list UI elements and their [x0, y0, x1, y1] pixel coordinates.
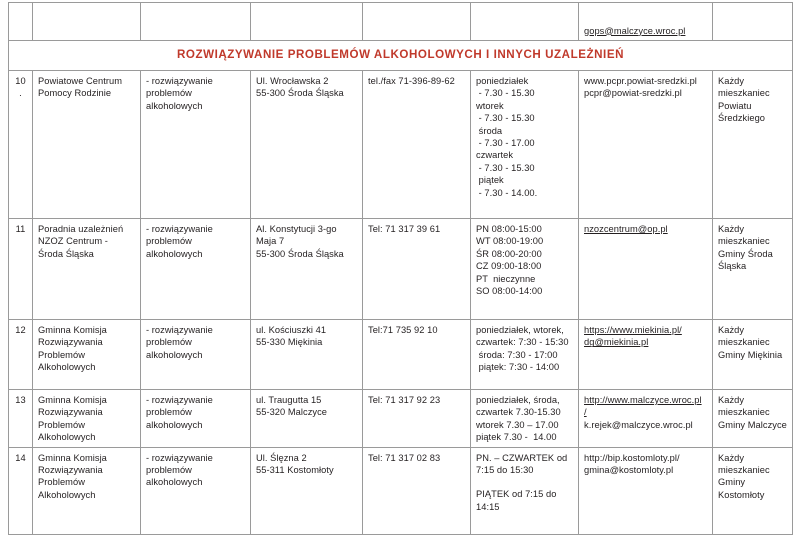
- hours-line: czwartek 7.30-15.30: [476, 407, 561, 418]
- web-link[interactable]: http://www.malczyce.wroc.pl: [584, 395, 702, 405]
- audience-line: Średzkiego: [718, 113, 766, 124]
- cell-who-partial: [713, 3, 793, 41]
- hours-blank-line: [476, 476, 573, 488]
- hours-line: - 7.30 - 15.30: [476, 162, 535, 173]
- audience-line: Gminy Miękinia: [718, 349, 783, 360]
- web-link[interactable]: https://www.miekinia.pl/: [584, 325, 682, 335]
- cell-telephone: Tel: 71 317 92 23: [363, 390, 471, 448]
- hours-line: - 7.30 - 17.00: [476, 138, 535, 149]
- cell-tel-partial: [363, 3, 471, 41]
- web-link[interactable]: /: [584, 407, 587, 418]
- section-banner-row: [9, 41, 793, 71]
- cell-opening-hours: [471, 219, 579, 320]
- hours-line: 14:15: [476, 501, 500, 512]
- cell-address: [251, 320, 363, 390]
- hours-line: piątek: 7:30 - 14:00: [476, 362, 560, 373]
- table-row: [9, 71, 793, 219]
- address-line: 55-320 Malczyce: [256, 407, 328, 418]
- cell-scope: - rozwiązywanie problemów alkoholowych: [141, 71, 251, 219]
- hours-line: czwartek: 7:30 - 15:30: [476, 337, 569, 348]
- cell-audience: [713, 447, 793, 534]
- cell-audience: [713, 390, 793, 448]
- cell-telephone: tel./fax 71-396-89-62: [363, 71, 471, 219]
- cell-address: [251, 219, 363, 320]
- table-row: [9, 447, 793, 534]
- hours-line: środa: 7:30 - 17:00: [476, 349, 558, 360]
- hours-line: poniedziałek, wtorek,: [476, 325, 564, 335]
- audience-line: Gminy Środa: [718, 248, 773, 259]
- table-row: [9, 320, 793, 390]
- audience-line: mieszkaniec: [718, 88, 770, 99]
- cell-audience: [713, 320, 793, 390]
- cell-telephone: Tel:71 735 92 10: [363, 320, 471, 390]
- cell-name-partial: [33, 3, 141, 41]
- cell-website-email: [579, 447, 713, 534]
- audience-line: mieszkaniec: [718, 236, 770, 247]
- audience-line: Każdy: [718, 325, 745, 335]
- address-line: ul. Traugutta 15: [256, 395, 322, 405]
- cell-no-partial: [9, 3, 33, 41]
- web-link[interactable]: nzozcentrum@op.pl: [584, 224, 668, 234]
- cell-address: [251, 390, 363, 448]
- audience-line: Każdy: [718, 224, 745, 234]
- row-number: 11: [15, 224, 26, 234]
- web-link[interactable]: dg@miekinia.pl: [584, 337, 649, 348]
- hours-line: piątek 7.30 - 14.00: [476, 432, 557, 443]
- web-text: k.rejek@malczyce.wroc.pl: [584, 419, 693, 430]
- cell-row-number: [9, 320, 33, 390]
- hours-line: piątek: [476, 175, 504, 186]
- audience-line: Każdy: [718, 395, 745, 405]
- address-line: 55-311 Kostomłoty: [256, 465, 334, 476]
- audience-line: mieszkaniec: [718, 465, 770, 476]
- cell-scope: - rozwiązywanie problemów alkoholowych: [141, 320, 251, 390]
- audience-line: Każdy: [718, 452, 745, 463]
- cell-opening-hours: [471, 320, 579, 390]
- section-banner-cell: [9, 41, 793, 71]
- email-link-gops[interactable]: gops@malczyce.wroc.pl: [584, 25, 686, 36]
- cell-row-number: [9, 390, 33, 448]
- cell-address: [251, 71, 363, 219]
- hours-line: WT 08:00-19:00: [476, 236, 544, 247]
- services-table: [8, 2, 793, 535]
- section-title: ROZWIĄZYWANIE PROBLEMÓW ALKOHOLOWYCH I INNYCH UZALEŻNIEŃ: [176, 47, 625, 61]
- table-row-partial-top: [9, 3, 793, 41]
- cell-row-number: [9, 447, 33, 534]
- table-body: [9, 3, 793, 535]
- cell-address: [251, 447, 363, 534]
- cell-web-partial: [579, 3, 713, 41]
- cell-institution-name: Gminna Komisja Rozwiązywania Problemów Alkoholowych: [33, 447, 141, 534]
- cell-row-number: [9, 219, 33, 320]
- cell-scope: - rozwiązywanie problemów alkoholowych: [141, 219, 251, 320]
- row-number: 14: [15, 452, 26, 463]
- address-line: 55-330 Miękinia: [256, 337, 323, 348]
- cell-hours-partial: [471, 3, 579, 41]
- table-row: [9, 219, 793, 320]
- hours-line: poniedziałek: [476, 76, 529, 86]
- cell-institution-name: Poradnia uzależnień NZOZ Centrum - Środa Śląska: [33, 219, 141, 320]
- row-number-suffix: .: [19, 88, 22, 99]
- hours-line: - 7.30 - 14.00.: [476, 187, 538, 198]
- hours-line: ŚR 08:00-20:00: [476, 248, 542, 259]
- audience-line: Gminy: [718, 477, 746, 488]
- hours-line: wtorek 7.30 – 17.00: [476, 419, 559, 430]
- audience-line: Gminy Malczyce: [718, 419, 787, 430]
- cell-institution-name: Gminna Komisja Rozwiązywania Problemów Alkoholowych: [33, 390, 141, 448]
- cell-website-email: [579, 320, 713, 390]
- cell-website-email: [579, 219, 713, 320]
- cell-website-email: [579, 71, 713, 219]
- hours-line: środa: [476, 125, 503, 136]
- hours-line: czwartek: [476, 150, 514, 161]
- cell-audience: [713, 71, 793, 219]
- row-number: 12: [15, 325, 26, 335]
- cell-telephone: Tel: 71 317 39 61: [363, 219, 471, 320]
- hours-line: 7:15 do 15:30: [476, 465, 534, 476]
- web-text: gmina@kostomloty.pl: [584, 465, 674, 476]
- hours-line: - 7.30 - 15.30: [476, 113, 535, 124]
- audience-line: Każdy: [718, 76, 745, 86]
- audience-line: Kostomłoty: [718, 489, 765, 500]
- audience-line: Powiatu: [718, 100, 752, 111]
- address-line: Al. Konstytucji 3-go: [256, 224, 337, 234]
- cell-scope: - rozwiązywanie problemów alkoholowych: [141, 390, 251, 448]
- cell-telephone: Tel: 71 317 02 83: [363, 447, 471, 534]
- hours-line: PN 08:00-15:00: [476, 224, 542, 234]
- cell-address-partial: [251, 3, 363, 41]
- cell-scope-partial: [141, 3, 251, 41]
- cell-website-email: [579, 390, 713, 448]
- hours-line: poniedziałek, środa,: [476, 395, 560, 405]
- audience-line: Śląska: [718, 261, 747, 272]
- hours-line: PIĄTEK od 7:15 do: [476, 489, 557, 500]
- hours-line: PT nieczynne: [476, 273, 536, 284]
- hours-line: CZ 09:00-18:00: [476, 261, 542, 272]
- row-number: 10: [15, 76, 26, 86]
- address-line: ul. Kościuszki 41: [256, 325, 327, 335]
- audience-line: mieszkaniec: [718, 337, 770, 348]
- cell-audience: [713, 219, 793, 320]
- audience-line: mieszkaniec: [718, 407, 770, 418]
- address-line: 55-300 Środa Śląska: [256, 88, 344, 99]
- hours-line: - 7.30 - 15.30: [476, 88, 535, 99]
- address-line: 55-300 Środa Śląska: [256, 248, 344, 259]
- cell-opening-hours: [471, 390, 579, 448]
- web-text: http://bip.kostomloty.pl/: [584, 452, 680, 463]
- hours-line: wtorek: [476, 100, 504, 111]
- cell-opening-hours: [471, 71, 579, 219]
- cell-institution-name: Gminna Komisja Rozwiązywania Problemów Alkoholowych: [33, 320, 141, 390]
- row-number: 13: [15, 395, 26, 405]
- cell-institution-name: Powiatowe Centrum Pomocy Rodzinie: [33, 71, 141, 219]
- cell-opening-hours: [471, 447, 579, 534]
- address-line: Ul. Ślęzna 2: [256, 452, 307, 463]
- address-line: Ul. Wrocławska 2: [256, 76, 329, 86]
- hours-line: PN. – CZWARTEK od: [476, 452, 568, 463]
- hours-line: SO 08:00-14:00: [476, 286, 543, 297]
- table-row: [9, 390, 793, 448]
- cell-row-number: [9, 71, 33, 219]
- web-text: pcpr@powiat-sredzki.pl: [584, 88, 682, 99]
- cell-scope: - rozwiązywanie problemów alkoholowych: [141, 447, 251, 534]
- web-text: www.pcpr.powiat-sredzki.pl: [584, 76, 697, 86]
- address-line: Maja 7: [256, 236, 285, 247]
